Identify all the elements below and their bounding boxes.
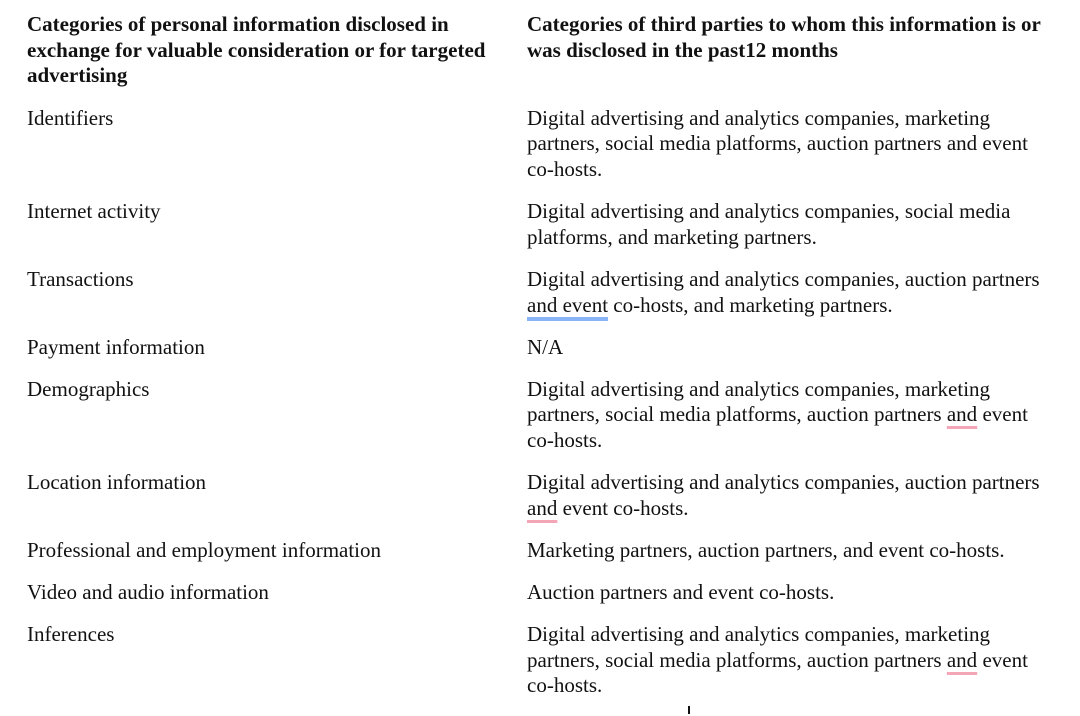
table-row — [27, 335, 1067, 361]
category-cell: Location information — [27, 470, 207, 494]
category-cell: Internet activity — [27, 199, 161, 223]
third-parties-cell: Marketing partners, auction partners, and event co-hosts. — [527, 538, 1005, 562]
third-parties-cell: N/A — [527, 335, 564, 359]
spelling-error-underline[interactable]: and — [946, 647, 978, 672]
third-parties-text: co-hosts, and marketing partners. — [608, 292, 893, 317]
third-parties-text: event co-hosts. — [557, 495, 689, 520]
third-parties-text: Digital advertising and analytics companies, marketing partners, social media platforms, auction partners — [527, 622, 991, 672]
third-parties-text: Digital advertising and analytics companies, auction partners — [527, 470, 1040, 494]
third-parties-text: event co-hosts. — [527, 402, 1028, 452]
category-cell: Identifiers — [27, 105, 114, 130]
table-row — [27, 622, 1067, 699]
category-cell: Video and audio information — [27, 579, 269, 604]
table-row — [27, 106, 1067, 183]
header-categories-disclosed: Categories of personal information disclosed in exchange for valuable consideration or for targeted advertising — [27, 12, 486, 87]
text-cursor — [688, 706, 690, 714]
category-cell: Payment information — [27, 335, 205, 359]
third-parties-text: event co-hosts. — [527, 647, 1028, 697]
third-parties-cell — [527, 377, 1057, 454]
third-parties-cell: Digital advertising and analytics companies, marketing partners, social media platforms, auction partners and event co-hosts. — [527, 105, 1028, 181]
table-row — [27, 538, 1067, 564]
disclosure-table — [27, 12, 1067, 716]
third-parties-cell — [527, 622, 1057, 699]
third-parties-cell — [527, 470, 1057, 521]
table-row — [27, 199, 1067, 250]
table-row — [27, 377, 1067, 454]
third-parties-text: Digital advertising and analytics companies, auction partners — [527, 267, 1040, 291]
table-row — [27, 267, 1067, 318]
third-parties-cell: Auction partners and event co-hosts. — [527, 579, 835, 604]
category-cell: Inferences — [27, 622, 115, 646]
grammar-suggestion-underline[interactable]: and event — [527, 292, 609, 317]
third-parties-text: Digital advertising and analytics companies, marketing partners, social media platforms, auction partners — [527, 376, 991, 426]
category-cell: Demographics — [27, 376, 150, 401]
third-parties-cell — [527, 267, 1057, 318]
category-cell: Professional and employment information — [27, 538, 382, 562]
table-header-row — [27, 12, 1067, 89]
third-parties-cell: Digital advertising and analytics companies, social media platforms, and marketing partners. — [527, 199, 1011, 249]
category-cell: Transactions — [27, 267, 134, 291]
spelling-error-underline[interactable]: and — [527, 495, 558, 520]
table-row — [27, 580, 1067, 606]
spelling-error-underline[interactable]: and — [946, 402, 978, 426]
table-row — [27, 470, 1067, 521]
header-third-parties: Categories of third parties to whom this information is or was disclosed in the past12 months — [527, 12, 1041, 62]
